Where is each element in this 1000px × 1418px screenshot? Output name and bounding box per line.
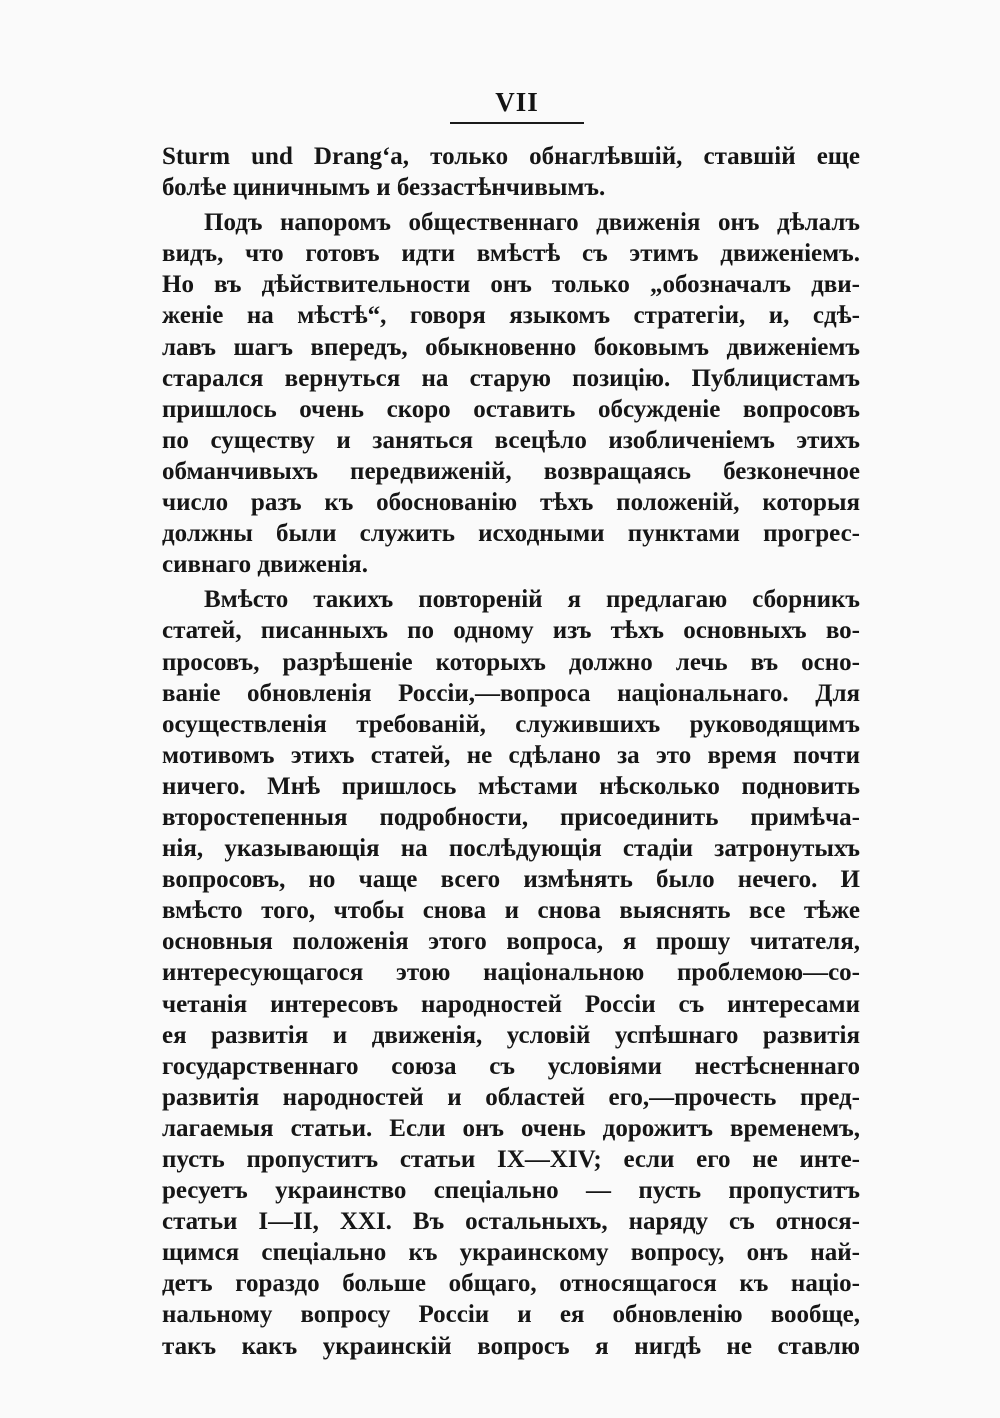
text-line: пусть пропуститъ статьи IX—XIV; если его не инте- xyxy=(162,1146,860,1173)
page-text-body xyxy=(162,141,860,1362)
text-line: такъ какъ украинскій вопросъ я нигдѣ не ставлю xyxy=(162,1332,860,1360)
page-number-rule xyxy=(450,122,584,124)
text-line: лавъ шагъ впередъ, обыкновенно боковымъ движеніемъ xyxy=(162,333,860,361)
text-line: нальному вопросу Россіи и ея обновленію вообще, xyxy=(162,1301,860,1329)
text-line: болѣе циничнымъ и беззастѣнчивымъ. xyxy=(162,174,606,202)
text-line: Подъ напоромъ общественнаго движенія онъ дѣлалъ xyxy=(204,209,860,237)
text-line: Но въ дѣйствительности онъ только „обозначалъ дви- xyxy=(162,271,860,299)
text-line: статьи I—II, XXI. Въ остальныхъ, наряду съ относя- xyxy=(162,1208,860,1236)
text-line: должны были служить исходными пунктами прогрес- xyxy=(162,520,860,548)
text-line: статей, писанныхъ по одному изъ тѣхъ основныхъ во- xyxy=(162,617,860,645)
text-line: старался вернуться на старую позицію. Публицистамъ xyxy=(162,364,860,392)
text-line: основныя положенія этого вопроса, я прошу читателя, xyxy=(162,928,860,956)
text-line: женіе на мѣстѣ“, говоря языкомъ стратегіи, и, сдѣ- xyxy=(162,302,860,330)
text-line: осуществленія требованій, служившихъ руководящимъ xyxy=(162,710,860,738)
text-line: щимся спеціально къ украинскому вопросу, онъ най- xyxy=(162,1239,860,1267)
paragraph xyxy=(162,141,860,203)
text-line: второстепенныя подробности, присоединить примѣча- xyxy=(162,803,860,831)
text-line: развитія народностей и областей его,—прочесть пред- xyxy=(162,1083,860,1111)
text-line: по существу и заняться всецѣло изобличеніемъ этихъ xyxy=(162,426,860,454)
text-line: четанія интересовъ народностей Россіи съ интересами xyxy=(162,990,860,1018)
text-line: Вмѣсто такихъ повтореній я предлагаю сборникъ xyxy=(204,586,860,614)
text-line: ея развитія и движенія, условій успѣшнаго развитія xyxy=(162,1021,860,1049)
text-line: детъ гораздо больше общаго, относящагося къ націо- xyxy=(162,1270,860,1298)
paragraph xyxy=(162,207,860,580)
text-line: мотивомъ этихъ статей, не сдѣлано за это время почти xyxy=(162,741,860,769)
text-line: обманчивыхъ передвиженій, возвращаясь безконечное xyxy=(162,457,860,485)
text-line: лагаемыя статьи. Если онъ очень дорожитъ временемъ, xyxy=(162,1114,860,1142)
text-line: Sturm und Drang‘a, только обнаглѣвшій, ставшій еще xyxy=(162,143,860,170)
text-line: вмѣсто того, чтобы снова и снова выяснять все тѣже xyxy=(162,897,860,925)
text-line: ваніе обновленія Россіи,—вопроса національнаго. Для xyxy=(162,679,860,707)
text-line: пришлось очень скоро оставить обсужденіе вопросовъ xyxy=(162,395,860,423)
text-line: нія, указывающія на послѣдующія стадіи затронутыхъ xyxy=(162,835,860,863)
text-line: сивнаго движенія. xyxy=(162,551,368,579)
text-line: ресуетъ украинство спеціально — пусть пропуститъ xyxy=(162,1177,860,1205)
text-line: ничего. Мнѣ пришлось мѣстами нѣсколько подновить xyxy=(162,772,860,800)
text-line: видъ, что готовъ идти вмѣстѣ съ этимъ движеніемъ. xyxy=(162,240,860,268)
text-line: государственнаго союза съ условіями нестѣсненнаго xyxy=(162,1052,860,1080)
text-line: вопросовъ, но чаще всего измѣнять было нечего. И xyxy=(162,866,860,894)
paragraph xyxy=(162,584,860,1361)
text-line: число разъ къ обоснованію тѣхъ положеній, которыя xyxy=(162,489,860,517)
text-line: просовъ, разрѣшеніе которыхъ должно лечь въ осно- xyxy=(162,648,860,676)
text-line: интересующагося этою національною проблемою—со- xyxy=(162,959,860,987)
page-number: VII xyxy=(495,87,539,117)
